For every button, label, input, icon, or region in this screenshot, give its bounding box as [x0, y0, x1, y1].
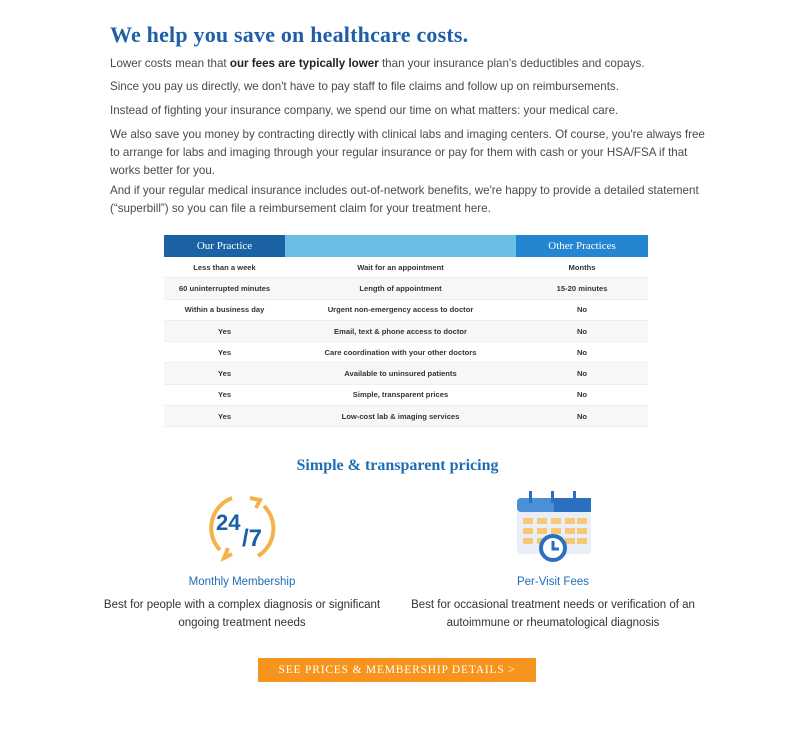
our-practice-cell: Less than a week: [164, 257, 285, 278]
header-other-practices: Other Practices: [516, 235, 648, 257]
24-7-icon: [202, 488, 282, 568]
paragraph-superbill: And if your regular medical insurance includes out-of-network benefits, we're happy to provide a detailed statement (“superbill”) so you can file a reimbursement claim for your treatment here.: [110, 184, 699, 215]
table-row: [164, 320, 648, 341]
our-practice-cell: Yes: [164, 363, 285, 384]
feature-cell: Low-cost lab & imaging services: [285, 406, 516, 427]
calendar-clock-icon: [513, 488, 593, 568]
table-row: [164, 278, 648, 299]
other-practices-cell: No: [516, 363, 648, 384]
plan-label[interactable]: Per-Visit Fees: [516, 576, 589, 588]
text: than your insurance plan's deductibles and copays.: [378, 57, 645, 70]
pricing-title: Simple & transparent pricing: [296, 457, 499, 474]
plan-per-visit-fees[interactable]: [393, 488, 713, 632]
other-practices-cell: No: [516, 406, 648, 427]
our-practice-cell: Yes: [164, 342, 285, 363]
feature-cell: Urgent non-emergency access to doctor: [285, 299, 516, 320]
other-practices-cell: No: [516, 299, 648, 320]
feature-cell: Wait for an appointment: [285, 257, 516, 278]
comparison-table: [164, 235, 648, 427]
paragraph-labs: We also save you money by contracting directly with clinical labs and imaging centers. Of course, you're always free to arrange for labs and imaging through your regular insurance or pay for them with cash or your HSA/FSA if that works better for you.: [110, 128, 705, 177]
feature-cell: Care coordination with your other doctors: [285, 342, 516, 363]
other-practices-cell: 15-20 minutes: [516, 278, 648, 299]
other-practices-cell: No: [516, 342, 648, 363]
plan-monthly-membership[interactable]: [82, 488, 402, 632]
header-our-practice: Our Practice: [164, 235, 285, 257]
see-prices-button[interactable]: SEE PRICES & MEMBERSHIP DETAILS >: [258, 658, 536, 682]
table-row: [164, 342, 648, 363]
our-practice-cell: Yes: [164, 320, 285, 341]
table-row: [164, 384, 648, 405]
other-practices-cell: No: [516, 320, 648, 341]
our-practice-cell: Yes: [164, 406, 285, 427]
feature-cell: Email, text & phone access to doctor: [285, 320, 516, 341]
header-feature: [285, 235, 516, 257]
table-row: [164, 363, 648, 384]
our-practice-cell: 60 uninterrupted minutes: [164, 278, 285, 299]
svg-text:/7: /7: [242, 525, 263, 552]
paragraph-care: Instead of fighting your insurance company, we spend our time on what matters: your medical care.: [110, 104, 619, 117]
text: Lower costs mean that: [110, 57, 230, 70]
svg-text:24: 24: [216, 510, 241, 535]
plan-label[interactable]: Monthly Membership: [188, 576, 296, 588]
other-practices-cell: No: [516, 384, 648, 405]
feature-cell: Length of appointment: [285, 278, 516, 299]
feature-cell: Simple, transparent prices: [285, 384, 516, 405]
table-row: [164, 406, 648, 427]
bold-text: our fees are typically lower: [229, 57, 379, 70]
plan-description: Best for people with a complex diagnosis or significant ongoing treatment needs: [103, 599, 381, 629]
other-practices-cell: Months: [516, 257, 648, 278]
paragraph-claims: Since you pay us directly, we don't have to pay staff to file claims and follow up on reimbursements.: [110, 80, 619, 93]
table-row: [164, 299, 648, 320]
table-row: [164, 257, 648, 278]
plan-description: Best for occasional treatment needs or verification of an autoimmune or rheumatological diagnosis: [411, 599, 695, 629]
our-practice-cell: Within a business day: [164, 299, 285, 320]
paragraph-fees: [110, 55, 705, 73]
feature-cell: Available to uninsured patients: [285, 363, 516, 384]
page-heading: We help you save on healthcare costs.: [110, 22, 469, 47]
our-practice-cell: Yes: [164, 384, 285, 405]
